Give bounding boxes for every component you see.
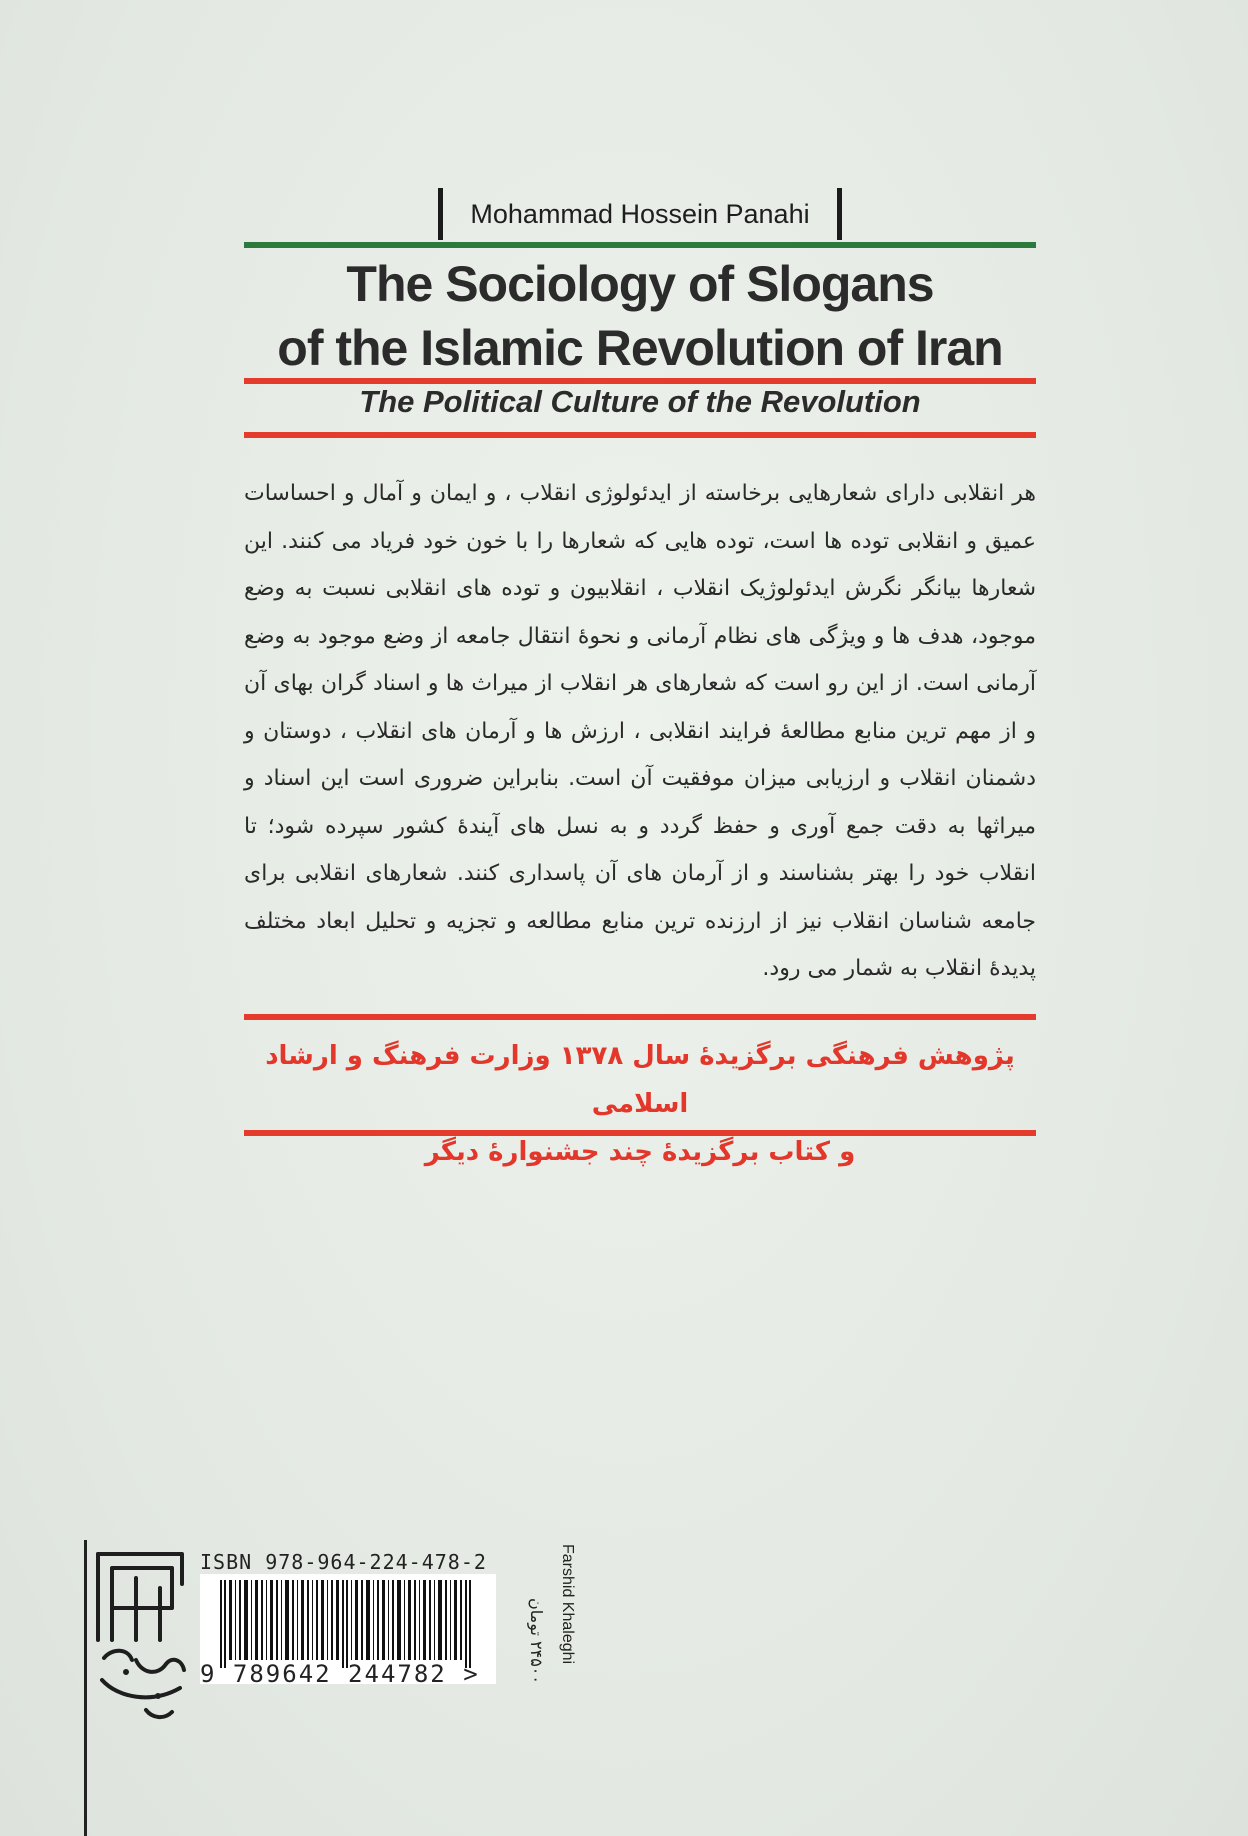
author-name: Mohammad Hossein Panahi (470, 198, 810, 229)
book-title (230, 252, 1050, 380)
title-line-1: The Sociology of Slogans (346, 256, 934, 312)
book-subtitle: The Political Culture of the Revolution (359, 384, 921, 419)
logo-rule (84, 1540, 87, 1836)
award-line-1: پژوهش فرهنگی برگزیدهٔ سال ۱۳۷۸ وزارت فرهنگ و ارشاد اسلامی (265, 1041, 1015, 1119)
publisher-logo-icon (92, 1548, 192, 1728)
green-divider (244, 242, 1036, 248)
cover-designer-credit: Farshid Khaleghi (559, 1544, 576, 1665)
price-label: ۲۴۵۰۰ تومان (527, 1598, 546, 1684)
author-frame (438, 188, 842, 240)
isbn-label: ISBN 978-964-224-478-2 (200, 1550, 487, 1574)
title-line-2: of the Islamic Revolution of Iran (277, 320, 1003, 376)
red-divider-award-bottom (244, 1130, 1036, 1136)
red-divider-subtitle (244, 432, 1036, 438)
description-paragraph: هر انقلابی دارای شعارهایی برخاسته از ایدئولوژی انقلاب ، و ایمان و آمال و احساسات عمیق و انقلابی توده ها است، توده هایی که شعارها را با خون خود فریاد می کنند. این شعارها بیانگر نگرش ایدئولوژیک انقلاب ، انقلابیون و توده های انقلابی نسبت به وضع موجود، هدف ها و ویژگی های نظام آرمانی و نحوهٔ انتقال جامعه از وضع موجود به وضع آرمانی است. از این رو است که شعارهای هر انقلاب از میراث ها و اسناد گران بهای آن و از مهم ترین منابع مطالعهٔ فرایند انقلابی ، ارزش ها و آرمان های انقلاب ، دوستان و دشمنان انقلاب و ارزیابی میزان موفقیت آن است. بنابراین ضروری است این اسناد و میراثها به دقت جمع آوری و حفظ گردد و به نسل های آیندهٔ کشور سپرده شود؛ تا انقلاب خود را بهتر بشناسند و از آرمان های آن پاسداری کنند. شعارهای انقلابی برای جامعه شناسان انقلاب نیز از ارزنده ترین منابع مطالعه و تجزیه و تحلیل ابعاد مختلف پدیدهٔ انقلاب به شمار می رود. (244, 481, 1036, 981)
barcode-digits: 9 789642 244782 > (200, 1660, 480, 1688)
award-line-2: و کتاب برگزیدهٔ چند جشنوارهٔ دیگر (424, 1137, 856, 1167)
red-divider-award-top (244, 1014, 1036, 1020)
award-text (244, 1032, 1036, 1176)
